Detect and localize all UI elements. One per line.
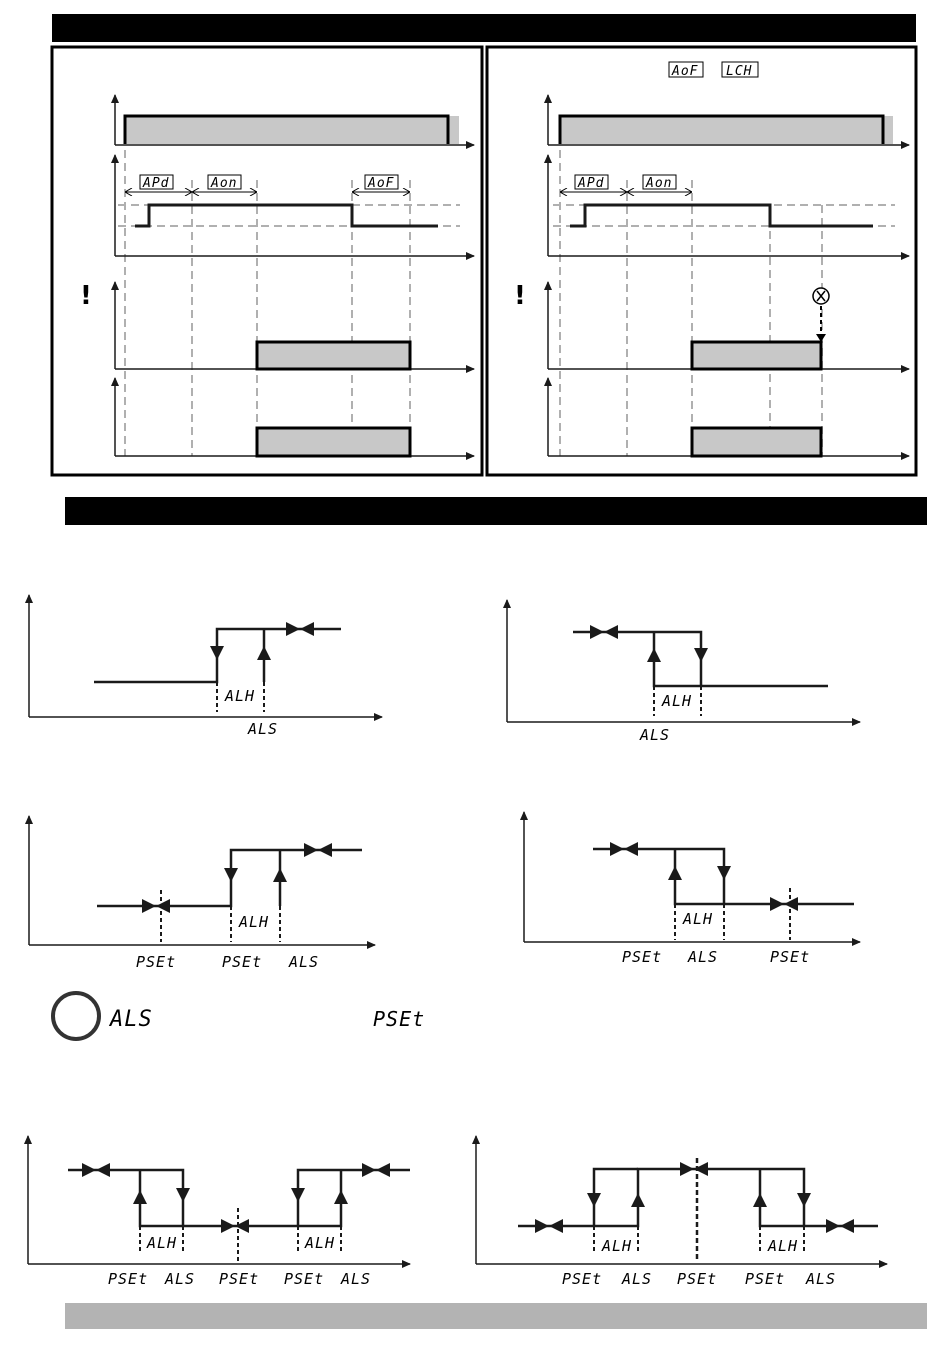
plot2-alh: ALH (662, 692, 693, 710)
note-circle-icon (53, 993, 99, 1039)
plot5-alh-1: ALH (147, 1234, 178, 1252)
hysteresis-plot-5 (28, 1136, 410, 1264)
plot3-alh: ALH (239, 913, 270, 931)
reset-button-icon (813, 288, 829, 342)
note-pset: PSEt (373, 1007, 426, 1031)
alert-mark: ! (80, 281, 92, 311)
alert-mark-right: ! (514, 281, 526, 311)
plot5-alh-2: ALH (305, 1234, 336, 1252)
plot4-tick-2: ALS (688, 948, 719, 966)
plot1-als: ALS (248, 720, 279, 738)
plot2-als: ALS (640, 726, 671, 744)
plot4-tick-3: PSEt (770, 948, 811, 966)
param-aof: AoF (672, 64, 699, 79)
plot4-alh: ALH (683, 910, 714, 928)
plot1-alh: ALH (225, 687, 256, 705)
plot6-alh-1: ALH (602, 1237, 633, 1255)
label-apd: APd (143, 176, 170, 191)
hysteresis-plot-1 (29, 595, 382, 717)
label-aon-right: Aon (646, 176, 673, 191)
plot5-tick-4: PSEt (284, 1270, 325, 1288)
plot3-tick-2: PSEt (222, 953, 263, 971)
plot5-tick-5: ALS (341, 1270, 372, 1288)
plot6-alh-2: ALH (768, 1237, 799, 1255)
plot3-tick-1: PSEt (136, 953, 177, 971)
plot6-tick-5: ALS (806, 1270, 837, 1288)
plot5-tick-1: PSEt (108, 1270, 149, 1288)
plot4-tick-1: PSEt (622, 948, 663, 966)
hysteresis-plot-6 (476, 1136, 887, 1264)
timing-panel-left (52, 47, 482, 475)
timing-panel-right (487, 47, 916, 475)
plot5-tick-2: ALS (165, 1270, 196, 1288)
plot6-tick-2: ALS (622, 1270, 653, 1288)
plot5-tick-3: PSEt (219, 1270, 260, 1288)
param-lch: LCH (726, 64, 753, 79)
plot6-tick-4: PSEt (745, 1270, 786, 1288)
label-aon: Aon (211, 176, 238, 191)
label-aof: AoF (368, 176, 395, 191)
plot6-tick-1: PSEt (562, 1270, 603, 1288)
plot3-tick-3: ALS (289, 953, 320, 971)
label-apd-right: APd (578, 176, 605, 191)
hysteresis-plot-3 (29, 816, 375, 945)
plot6-tick-3: PSEt (677, 1270, 718, 1288)
note-als: ALS (110, 1007, 153, 1032)
